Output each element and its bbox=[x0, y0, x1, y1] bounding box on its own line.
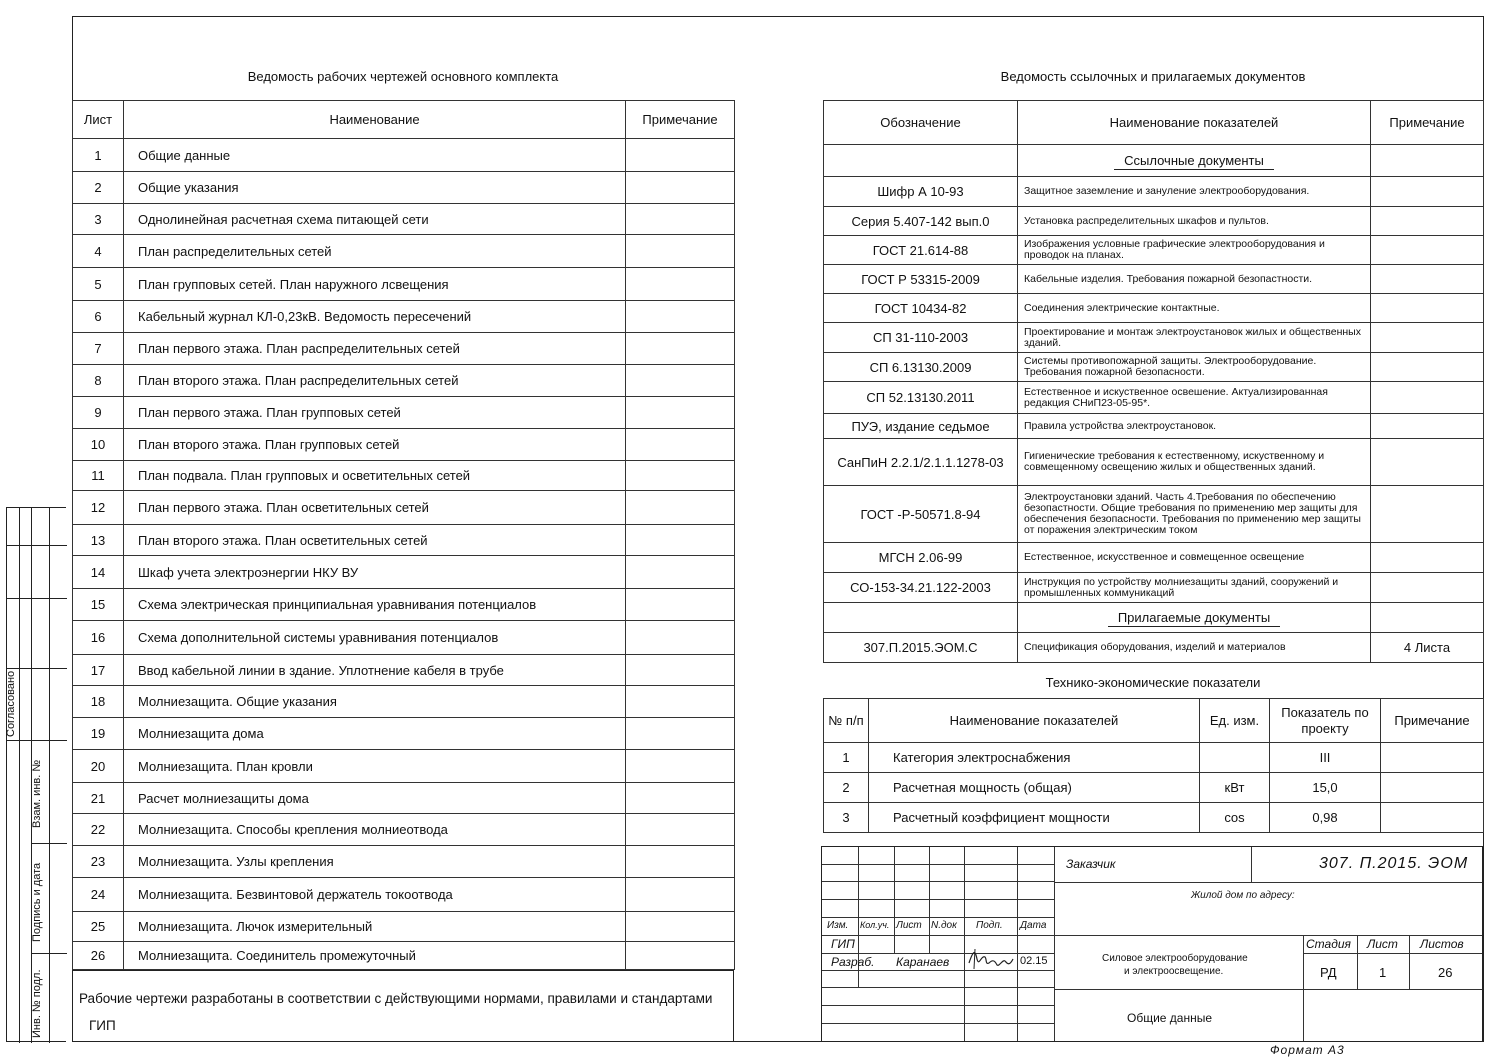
tep-value: 0,98 bbox=[1270, 803, 1381, 833]
sheet-row bbox=[73, 655, 735, 686]
sheet-row bbox=[73, 365, 735, 397]
sheet-row bbox=[73, 878, 735, 912]
sheet-name: Схема дополнительной системы уравнивания потенциалов bbox=[124, 621, 626, 655]
title-block bbox=[821, 846, 1483, 1042]
refs-table bbox=[823, 100, 1484, 663]
sheet-row bbox=[73, 846, 735, 878]
tep-title: Технико-экономические показатели bbox=[1045, 675, 1261, 690]
stamp-col-ndok: N.док bbox=[931, 920, 957, 931]
sheet-name: Молниезащита. Общие указания bbox=[124, 686, 626, 718]
tep-header-name: Наименование показателей bbox=[869, 699, 1200, 743]
sheets-table bbox=[72, 100, 735, 970]
sheet-row bbox=[73, 172, 735, 204]
side-agreed-label: Согласовано bbox=[5, 670, 17, 737]
tep-note bbox=[1381, 743, 1484, 773]
ref-code: СанПиН 2.2.1/2.1.1.1278-03 bbox=[824, 439, 1018, 486]
tep-header-num: № п/п bbox=[824, 699, 869, 743]
tep-row bbox=[824, 743, 1484, 773]
sheet-row bbox=[73, 333, 735, 365]
stamp-stage-label: Стадия bbox=[1306, 937, 1351, 951]
note-box bbox=[72, 970, 734, 1042]
stamp-sheets-total: 26 bbox=[1438, 965, 1453, 980]
refs-header-note: Примечание bbox=[1371, 101, 1484, 145]
ref-desc: Соединения электрические контактные. bbox=[1018, 294, 1371, 323]
signature-image bbox=[965, 945, 1017, 973]
tep-number: 3 bbox=[824, 803, 869, 833]
sheet-row bbox=[73, 686, 735, 718]
ref-row bbox=[824, 543, 1484, 573]
ref-desc: Защитное заземление и зануление электрооборудования. bbox=[1018, 177, 1371, 207]
ref-note bbox=[1371, 353, 1484, 382]
refs-header-name: Наименование показателей bbox=[1018, 101, 1371, 145]
tep-unit: кВт bbox=[1200, 773, 1270, 803]
ref-desc: Системы противопожарной защиты. Электрооборудование. Требования пожарной безопасности. bbox=[1018, 353, 1371, 382]
ref-row bbox=[824, 323, 1484, 353]
sheet-note bbox=[626, 204, 735, 235]
refs-section-title: Ссылочные документы bbox=[1018, 145, 1371, 177]
note-gip: ГИП bbox=[89, 1018, 116, 1033]
sheet-number: 25 bbox=[73, 912, 124, 942]
ref-desc: Электроустановки зданий. Часть 4.Требования по обеспечению безопастности. Общие требования по применению мер защиты для обеспечения безопасности. Требования по применению мер защиты от поражения электрическим током bbox=[1018, 486, 1371, 543]
ref-note bbox=[1371, 382, 1484, 414]
stamp-col-podp: Подп. bbox=[976, 920, 1003, 931]
sheet-name: План распределительных сетей bbox=[124, 235, 626, 268]
sheet-note bbox=[626, 461, 735, 491]
ref-code: ПУЭ, издание седьмое bbox=[824, 414, 1018, 439]
sheet-note bbox=[626, 783, 735, 814]
stamp-col-koluch: Кол.уч. bbox=[860, 920, 890, 930]
sheet-name: Молниезащита. Узлы крепления bbox=[124, 846, 626, 878]
stamp-col-data: Дата bbox=[1020, 920, 1047, 931]
ref-row bbox=[824, 236, 1484, 265]
ref-desc: Естественное, искусственное и совмещенное освещение bbox=[1018, 543, 1371, 573]
refs-header-code: Обозначение bbox=[824, 101, 1018, 145]
sheet-note bbox=[626, 718, 735, 750]
tep-name: Расчетный коэффициент мощности bbox=[869, 803, 1200, 833]
sheet-row bbox=[73, 912, 735, 942]
tep-header-unit: Ед. изм. bbox=[1200, 699, 1270, 743]
sheet-number: 1 bbox=[73, 139, 124, 172]
stamp-razrab-date: 02.15 bbox=[1020, 955, 1048, 967]
sheet-number: 13 bbox=[73, 525, 124, 556]
ref-row bbox=[824, 573, 1484, 603]
attached-section-title: Прилагаемые документы bbox=[1018, 603, 1371, 633]
sheet-number: 7 bbox=[73, 333, 124, 365]
tep-unit bbox=[1200, 743, 1270, 773]
tep-table bbox=[823, 698, 1484, 833]
sheet-note bbox=[626, 846, 735, 878]
sheet-note bbox=[626, 686, 735, 718]
sheet-name: Молниезащита. Безвинтовой держатель токоотвода bbox=[124, 878, 626, 912]
ref-code: ГОСТ 21.614-88 bbox=[824, 236, 1018, 265]
sheet-name: План второго этажа. План осветительных сетей bbox=[124, 525, 626, 556]
ref-row bbox=[824, 294, 1484, 323]
sheet-name: Молниезащита. Соединитель промежуточный bbox=[124, 942, 626, 970]
format-label: Формат А3 bbox=[1270, 1043, 1345, 1057]
attached-section-row bbox=[824, 603, 1484, 633]
sheet-note bbox=[626, 268, 735, 301]
sheet-note bbox=[626, 172, 735, 204]
tep-number: 2 bbox=[824, 773, 869, 803]
side-inv-replace-label: Взам. инв. № bbox=[31, 759, 43, 828]
sheets-header-name: Наименование bbox=[124, 101, 626, 139]
tep-note bbox=[1381, 773, 1484, 803]
ref-code: СП 6.13130.2009 bbox=[824, 353, 1018, 382]
stamp-sheet-label: Лист bbox=[1367, 937, 1398, 951]
sheets-header-note: Примечание bbox=[626, 101, 735, 139]
ref-code: ГОСТ -Р-50571.8-94 bbox=[824, 486, 1018, 543]
ref-row bbox=[824, 353, 1484, 382]
sheet-name: Расчет молниезащиты дома bbox=[124, 783, 626, 814]
ref-code: ГОСТ 10434-82 bbox=[824, 294, 1018, 323]
sheet-name: Молниезащита. План кровли bbox=[124, 750, 626, 783]
sheet-note bbox=[626, 814, 735, 846]
stamp-doc-title: Общие данные bbox=[1127, 1011, 1213, 1025]
ref-code: ГОСТ Р 53315-2009 bbox=[824, 265, 1018, 294]
ref-row bbox=[824, 439, 1484, 486]
tep-unit: cos bbox=[1200, 803, 1270, 833]
sheet-number: 15 bbox=[73, 589, 124, 621]
sheet-note bbox=[626, 589, 735, 621]
tep-row bbox=[824, 773, 1484, 803]
stamp-sheet: 1 bbox=[1379, 965, 1387, 980]
sheet-name: План подвала. План групповых и осветительных сетей bbox=[124, 461, 626, 491]
sheet-note bbox=[626, 491, 735, 525]
sheet-row bbox=[73, 301, 735, 333]
sheet-name: План первого этажа. План осветительных сетей bbox=[124, 491, 626, 525]
tep-header-note: Примечание bbox=[1381, 699, 1484, 743]
stamp-customer-label: Заказчик bbox=[1066, 857, 1116, 871]
sheet-number: 17 bbox=[73, 655, 124, 686]
sheet-note bbox=[626, 621, 735, 655]
tep-row bbox=[824, 803, 1484, 833]
sheet-row bbox=[73, 235, 735, 268]
side-inv-orig-label: Инв. № подл. bbox=[31, 969, 43, 1038]
sheet-note bbox=[626, 655, 735, 686]
sheet-row bbox=[73, 814, 735, 846]
ref-note bbox=[1371, 439, 1484, 486]
sheet-note bbox=[626, 878, 735, 912]
ref-row bbox=[824, 486, 1484, 543]
stamp-col-izm: Изм. bbox=[827, 920, 849, 931]
ref-note bbox=[1371, 486, 1484, 543]
sheet-number: 11 bbox=[73, 461, 124, 491]
sheet-number: 3 bbox=[73, 204, 124, 235]
sheet-note bbox=[626, 912, 735, 942]
sheet-number: 23 bbox=[73, 846, 124, 878]
tep-header-value: Показатель по проекту bbox=[1270, 699, 1381, 743]
sheet-note bbox=[626, 301, 735, 333]
tep-name: Расчетная мощность (общая) bbox=[869, 773, 1200, 803]
stamp-col-list: Лист bbox=[896, 920, 922, 931]
side-sign-date-label: Подпись и дата bbox=[31, 862, 43, 942]
sheet-number: 6 bbox=[73, 301, 124, 333]
ref-row bbox=[824, 265, 1484, 294]
ref-code: МГСН 2.06-99 bbox=[824, 543, 1018, 573]
sheet-row bbox=[73, 556, 735, 589]
sheet-note bbox=[626, 235, 735, 268]
sheet-row bbox=[73, 718, 735, 750]
ref-desc: Естественное и искуственное освешение. Актуализированная редакция СНиП23-05-95*. bbox=[1018, 382, 1371, 414]
sheet-number: 8 bbox=[73, 365, 124, 397]
sheet-row bbox=[73, 621, 735, 655]
sheet-row bbox=[73, 204, 735, 235]
stamp-sheets-label: Листов bbox=[1420, 937, 1464, 951]
sheet-name: Молниезащита дома bbox=[124, 718, 626, 750]
sheet-name: План второго этажа. План групповых сетей bbox=[124, 429, 626, 461]
sheet-number: 21 bbox=[73, 783, 124, 814]
sheet-name: Молниезащита. Способы крепления молниеотвода bbox=[124, 814, 626, 846]
sheet-row bbox=[73, 589, 735, 621]
ref-note bbox=[1371, 543, 1484, 573]
sheet-note bbox=[626, 365, 735, 397]
ref-row bbox=[824, 414, 1484, 439]
sheet-row bbox=[73, 139, 735, 172]
ref-code: Шифр А 10-93 bbox=[824, 177, 1018, 207]
ref-code: СП 52.13130.2011 bbox=[824, 382, 1018, 414]
attached-desc: Спецификация оборудования, изделий и материалов bbox=[1018, 633, 1371, 663]
sheet-row bbox=[73, 525, 735, 556]
refs-section-row bbox=[824, 145, 1484, 177]
sheet-row bbox=[73, 397, 735, 429]
sheet-name: Шкаф учета электроэнергии НКУ ВУ bbox=[124, 556, 626, 589]
sheet-number: 24 bbox=[73, 878, 124, 912]
stamp-system-line1: Силовое электрооборудование bbox=[1102, 953, 1248, 964]
sheet-name: План второго этажа. План распределительных сетей bbox=[124, 365, 626, 397]
stamp-stage: РД bbox=[1320, 965, 1337, 980]
ref-desc: Установка распределительных шкафов и пультов. bbox=[1018, 207, 1371, 236]
sheet-number: 5 bbox=[73, 268, 124, 301]
sheet-name: План групповых сетей. План наружного лсвещения bbox=[124, 268, 626, 301]
sheet-name: Общие указания bbox=[124, 172, 626, 204]
sheet-number: 2 bbox=[73, 172, 124, 204]
sheet-number: 18 bbox=[73, 686, 124, 718]
sheet-note bbox=[626, 139, 735, 172]
sheet-number: 16 bbox=[73, 621, 124, 655]
tep-value: III bbox=[1270, 743, 1381, 773]
ref-desc: Инструкция по устройству молниезащиты зданий, сооружений и промышленных коммуникаций bbox=[1018, 573, 1371, 603]
sheet-number: 22 bbox=[73, 814, 124, 846]
tep-number: 1 bbox=[824, 743, 869, 773]
ref-note bbox=[1371, 414, 1484, 439]
sheet-number: 20 bbox=[73, 750, 124, 783]
sheet-row bbox=[73, 491, 735, 525]
sheet-row bbox=[73, 942, 735, 970]
sheet-row bbox=[73, 461, 735, 491]
sheet-number: 12 bbox=[73, 491, 124, 525]
tep-name: Категория электроснабжения bbox=[869, 743, 1200, 773]
sheet-number: 19 bbox=[73, 718, 124, 750]
ref-note bbox=[1371, 573, 1484, 603]
sheet-number: 26 bbox=[73, 942, 124, 970]
sheet-note bbox=[626, 397, 735, 429]
sheet-row bbox=[73, 750, 735, 783]
note-text: Рабочие чертежи разработаны в соответствии с действующими нормами, правилами и стандартами bbox=[79, 991, 713, 1006]
sheet-name: План первого этажа. План групповых сетей bbox=[124, 397, 626, 429]
ref-desc: Изображения условные графические электрооборудования и проводок на планах. bbox=[1018, 236, 1371, 265]
sheet-note bbox=[626, 556, 735, 589]
sheet-note bbox=[626, 333, 735, 365]
tep-note bbox=[1381, 803, 1484, 833]
ref-note bbox=[1371, 177, 1484, 207]
sheet-number: 10 bbox=[73, 429, 124, 461]
ref-row bbox=[824, 207, 1484, 236]
sheet-number: 4 bbox=[73, 235, 124, 268]
stamp-gip: ГИП bbox=[831, 937, 855, 951]
ref-row bbox=[824, 382, 1484, 414]
sheet-number: 14 bbox=[73, 556, 124, 589]
sheet-row bbox=[73, 429, 735, 461]
ref-note bbox=[1371, 207, 1484, 236]
sheet-name: Молниезащита. Лючок измерительный bbox=[124, 912, 626, 942]
stamp-code: 307. П.2015. ЭОМ bbox=[1319, 855, 1469, 872]
sheet-name: Кабельный журнал КЛ-0,23кВ. Ведомость пересечений bbox=[124, 301, 626, 333]
ref-code: Серия 5.407-142 вып.0 bbox=[824, 207, 1018, 236]
sheet-row bbox=[73, 268, 735, 301]
attached-code: 307.П.2015.ЭОМ.С bbox=[824, 633, 1018, 663]
sheet-name: План первого этажа. План распределительных сетей bbox=[124, 333, 626, 365]
ref-code: СО-153-34.21.122-2003 bbox=[824, 573, 1018, 603]
sheets-header-sheet: Лист bbox=[73, 101, 124, 139]
sheet-name: Общие данные bbox=[124, 139, 626, 172]
sheet-name: Схема электрическая принципиальная уравнивания потенциалов bbox=[124, 589, 626, 621]
ref-note bbox=[1371, 265, 1484, 294]
ref-desc: Гигиенические требования к естественному, искуственному и совмещенному освещению жилых и общественных зданий. bbox=[1018, 439, 1371, 486]
sheet-number: 9 bbox=[73, 397, 124, 429]
sheet-note bbox=[626, 429, 735, 461]
attached-note: 4 Листа bbox=[1371, 633, 1484, 663]
ref-desc: Проектирование и монтаж электроустановок жилых и общественных зданий. bbox=[1018, 323, 1371, 353]
sheet-row bbox=[73, 783, 735, 814]
refs-title: Ведомость ссылочных и прилагаемых документов bbox=[1000, 69, 1306, 84]
sheet-note bbox=[626, 525, 735, 556]
stamp-object: Жилой дом по адресу: bbox=[1191, 890, 1295, 901]
ref-note bbox=[1371, 236, 1484, 265]
sheet-note bbox=[626, 942, 735, 970]
ref-desc: Кабельные изделия. Требования пожарной безопастности. bbox=[1018, 265, 1371, 294]
tep-value: 15,0 bbox=[1270, 773, 1381, 803]
sheet-name: Однолинейная расчетная схема питающей сети bbox=[124, 204, 626, 235]
ref-row bbox=[824, 177, 1484, 207]
stamp-razrab-name: Каранаев bbox=[896, 955, 950, 969]
stamp-system-line2: и электроосвещение. bbox=[1124, 966, 1224, 977]
ref-note bbox=[1371, 323, 1484, 353]
attached-row bbox=[824, 633, 1484, 663]
stamp-razrab: Разраб. bbox=[831, 955, 875, 969]
ref-note bbox=[1371, 294, 1484, 323]
sheets-title: Ведомость рабочих чертежей основного комплекта bbox=[247, 69, 559, 84]
sheet-name: Ввод кабельной линии в здание. Уплотнение кабеля в трубе bbox=[124, 655, 626, 686]
ref-desc: Правила устройства электроустановок. bbox=[1018, 414, 1371, 439]
ref-code: СП 31-110-2003 bbox=[824, 323, 1018, 353]
sheet-note bbox=[626, 750, 735, 783]
